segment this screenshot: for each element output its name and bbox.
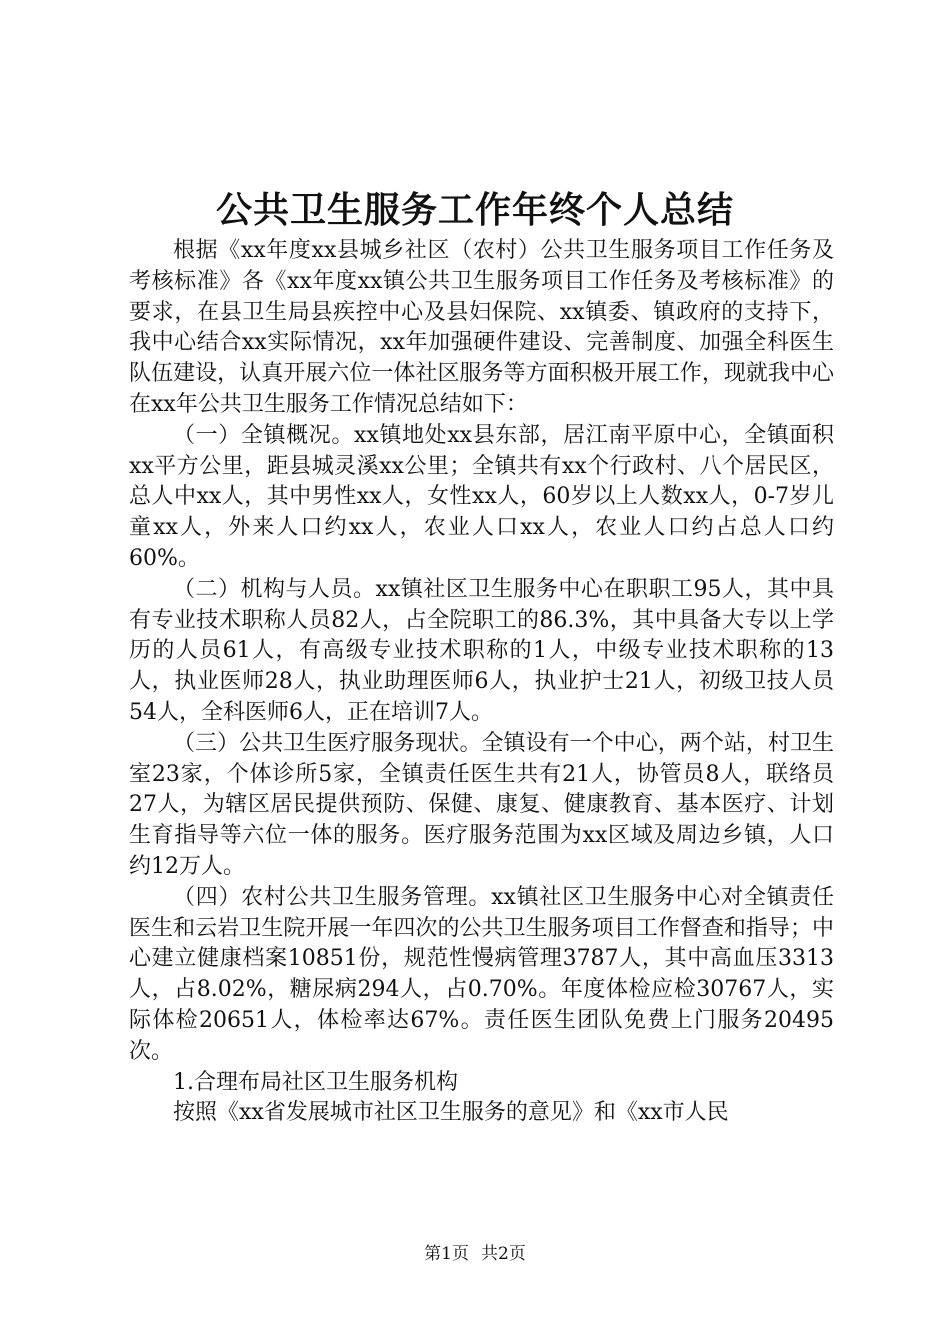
section-services-paragraph: （三）公共卫生医疗服务现状。全镇设有一个中心，两个站，村卫生室23家，个体诊所5家，全镇责任医生共有21人，协管员8人，联络员27人，为辖区居民提供预防、保健、康复、健康教育、基本医疗、计划生育指导等六位一体的服务。医疗服务范围为xx区域及周边乡镇，人口约12万人。 — [129, 730, 834, 879]
document-title: 公共卫生服务工作年终个人总结 — [215, 189, 734, 231]
subsection-heading: 1.合理布局社区卫生服务机构 — [173, 1069, 458, 1095]
section-overview-paragraph: （一）全镇概况。xx镇地处xx县东部，居江南平原中心，全镇面积xx平方公里，距县城灵溪xx公里；全镇共有xx个行政村、八个居民区，总人中xx人，其中男性xx人，女性xx人，60岁以上人数xx人，0-7岁儿童xx人，外来人口约xx人，农业人口xx人，农业人口约占总人口约60%。 — [129, 422, 834, 571]
page-footer — [0, 1242, 950, 1266]
subsection-paragraph: 按照《xx省发展城市社区卫生服务的意见》和《xx市人民 — [173, 1100, 729, 1126]
intro-paragraph: 根据《xx年度xx县城乡社区（农村）公共卫生服务项目工作任务及考核标准》各《xx年度xx镇公共卫生服务项目工作任务及考核标准》的要求，在县卫生局县疾控中心及县妇保院、xx镇委、镇政府的支持下，我中心结合xx实际情况，xx年加强硬件建设、完善制度、加强全科医生队伍建设，认真开展六位一体社区服务等方面积极开展工作，现就我中心在xx年公共卫生服务工作情况总结如下： — [129, 238, 834, 417]
section-staff-paragraph: （二）机构与人员。xx镇社区卫生服务中心在职职工95人，其中具有专业技术职称人员82人，占全院职工的86.3%，其中具备大专以上学历的人员61人，有高级专业技术职称的1人，中级专业技术职称的13人，执业医师28人，执业助理医师6人，执业护士21人，初级卫技人员54人，全科医师6人，正在培训7人。 — [129, 576, 834, 725]
page-number: 第1页 — [424, 1244, 469, 1264]
section-management-paragraph: （四）农村公共卫生服务管理。xx镇社区卫生服务中心对全镇责任医生和云岩卫生院开展一年四次的公共卫生服务项目工作督查和指导；中心建立健康档案10851份，规范性慢病管理3787人，其中高血压3313人，占8.02%，糖尿病294人，占0.70%。年度体检应检30767人，实际体检20651人，体检率达67%。责任医生团队免费上门服务20495次。 — [129, 884, 834, 1064]
page-total: 共2页 — [481, 1244, 526, 1264]
document-body — [129, 236, 834, 1129]
